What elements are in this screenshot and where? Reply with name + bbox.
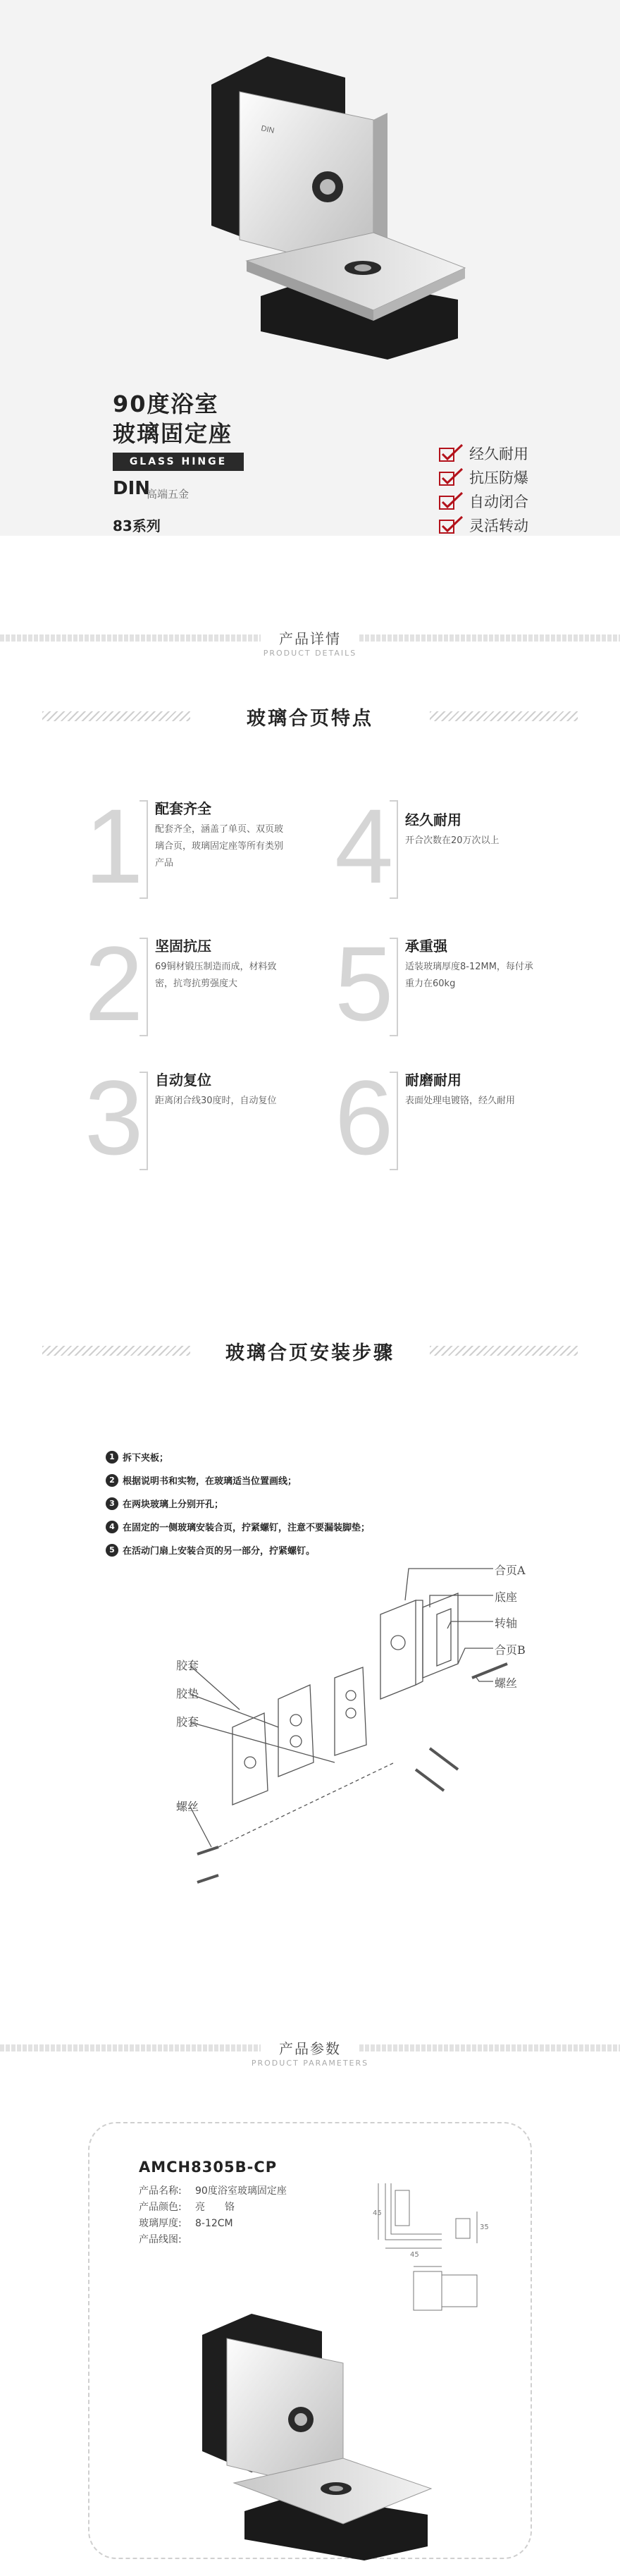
label-hinge-a: 合页A — [495, 1564, 526, 1577]
section-title: 产品详情 — [279, 630, 341, 647]
step-text: 在两块玻璃上分别开孔； — [123, 1499, 224, 1510]
bracket-decoration — [140, 938, 148, 1036]
install-heading-text: 玻璃合页安装步骤 — [225, 1342, 395, 1364]
hero-title-line2: 玻璃固定座 — [113, 420, 233, 447]
spec-key: 产品名称: — [139, 2185, 182, 2197]
feature-title: 耐磨耐用 — [405, 1072, 461, 1088]
bracket-decoration — [390, 1072, 398, 1170]
label-screw-left: 螺丝 — [176, 1800, 199, 1813]
hero-english-label: GLASS HINGE — [113, 453, 244, 471]
dimension-depth: 35 — [480, 2224, 489, 2231]
feature-label: 经久耐用 — [469, 446, 528, 462]
section-subtitle: PRODUCT PARAMETERS — [251, 2059, 369, 2068]
feature-label: 自动闭合 — [469, 493, 528, 510]
feature-title: 配套齐全 — [155, 800, 211, 817]
hero-banner — [0, 0, 620, 536]
label-screw-right: 螺丝 — [495, 1676, 518, 1690]
feature-number: 6 — [335, 1058, 394, 1177]
checkmark-icon — [437, 491, 465, 512]
engraved-logo: DIN — [260, 124, 275, 135]
feature-number: 3 — [85, 1058, 144, 1177]
checkmark-icon — [437, 515, 465, 536]
feature-description: 69铜材锻压制造而成，材料致密，抗弯抗剪强度大 — [155, 962, 277, 989]
feature-description: 距离闭合线30度时，自动复位 — [155, 1096, 277, 1106]
feature-description: 适装玻璃厚度8-12MM，每付承重力在60kg — [405, 962, 533, 989]
step-text: 拆下夹板； — [123, 1453, 169, 1464]
feature-number: 2 — [85, 924, 144, 1043]
step-number: 5 — [106, 1544, 118, 1557]
exploded-assembly-diagram — [127, 1551, 564, 1903]
feature-description: 配套齐全，涵盖了单页、双页玻璃合页，玻璃固定座等所有类别产品 — [155, 824, 284, 869]
step-number: 2 — [106, 1474, 118, 1487]
label-hinge-b: 合页B — [495, 1643, 526, 1657]
label-rubber-sleeve-2: 胶套 — [176, 1715, 199, 1729]
install-steps-list — [106, 1445, 370, 1562]
feature-title: 自动复位 — [155, 1072, 211, 1088]
model-number: AMCH8305B-CP — [139, 2159, 278, 2176]
feature-description: 表面处理电镀铬，经久耐用 — [405, 1096, 516, 1106]
feature-title: 承重强 — [405, 938, 447, 955]
spec-row — [139, 2216, 233, 2230]
checkmark-icon — [437, 443, 465, 464]
feature-card-4 — [335, 787, 574, 906]
spec-key: 玻璃厚度: — [139, 2218, 182, 2229]
step-text: 在固定的一侧玻璃安装合页，拧紧螺钉，注意不要漏装脚垫； — [123, 1523, 371, 1533]
section-title: 产品参数 — [279, 2040, 341, 2057]
feature-item — [437, 441, 528, 465]
spec-key: 产品线图: — [139, 2234, 182, 2245]
dimension-height: 45 — [373, 2209, 382, 2217]
glass-clamp-product-image — [162, 42, 486, 360]
feature-card-3 — [85, 1058, 324, 1177]
spec-row — [139, 2232, 195, 2246]
brand-logo: DIN — [113, 478, 151, 499]
bracket-decoration — [390, 800, 398, 899]
step-number: 1 — [106, 1451, 118, 1464]
feature-title: 经久耐用 — [405, 811, 461, 828]
step-number: 3 — [106, 1497, 118, 1510]
feature-item — [437, 489, 528, 513]
feature-title: 坚固抗压 — [155, 938, 211, 955]
install-heading — [42, 1336, 578, 1364]
bracket-decoration — [390, 938, 398, 1036]
series-label: 83系列 — [113, 517, 161, 534]
spec-value: 8-12CM — [195, 2218, 233, 2229]
hero-feature-list — [437, 441, 528, 537]
step-text: 在活动门扇上安装合页的另一部分，拧紧螺钉。 — [123, 1546, 316, 1557]
feature-number: 1 — [85, 787, 144, 905]
feature-number: 5 — [335, 924, 394, 1043]
product-details-header — [0, 620, 620, 663]
feature-item — [437, 465, 528, 489]
hero-title-line1: 90度浴室 — [113, 391, 219, 417]
feature-card-2 — [85, 924, 324, 1043]
step-text: 根据说明书和实物，在玻璃适当位置画线； — [123, 1476, 297, 1487]
step-item — [106, 1492, 370, 1515]
glass-clamp-product-image — [160, 2300, 456, 2560]
step-item — [106, 1468, 370, 1492]
feature-item — [437, 513, 528, 537]
spec-card — [88, 2122, 532, 2559]
spec-row — [139, 2183, 287, 2197]
step-number: 4 — [106, 1521, 118, 1533]
feature-card-1 — [85, 787, 324, 906]
step-item — [106, 1515, 370, 1538]
dimension-drawing — [371, 2169, 512, 2317]
feature-label: 抗压防爆 — [469, 470, 528, 486]
label-pivot: 转轴 — [495, 1617, 518, 1630]
spec-value: 90度浴室玻璃固定座 — [195, 2185, 287, 2197]
step-item — [106, 1445, 370, 1468]
dimension-width: 45 — [410, 2251, 419, 2259]
label-base: 底座 — [495, 1590, 518, 1604]
checkmark-icon — [437, 467, 465, 488]
feature-number: 4 — [335, 787, 394, 905]
spec-value: 亮 铬 — [195, 2202, 235, 2213]
spec-key: 产品颜色: — [139, 2202, 182, 2213]
bracket-decoration — [140, 1072, 148, 1170]
features-heading-text: 玻璃合页特点 — [247, 708, 373, 730]
label-rubber-pad: 胶垫 — [176, 1687, 199, 1700]
features-heading — [42, 701, 578, 730]
feature-label: 灵活转动 — [469, 517, 528, 534]
feature-card-5 — [335, 924, 574, 1043]
feature-description: 开合次数在20万次以上 — [405, 835, 500, 846]
spec-row — [139, 2200, 235, 2214]
feature-card-6 — [335, 1058, 574, 1177]
section-subtitle: PRODUCT DETAILS — [263, 649, 357, 658]
bracket-decoration — [140, 800, 148, 899]
product-parameters-header — [0, 2030, 620, 2073]
brand-subtitle: 高端五金 — [147, 488, 190, 501]
label-rubber-sleeve-1: 胶套 — [176, 1659, 199, 1672]
